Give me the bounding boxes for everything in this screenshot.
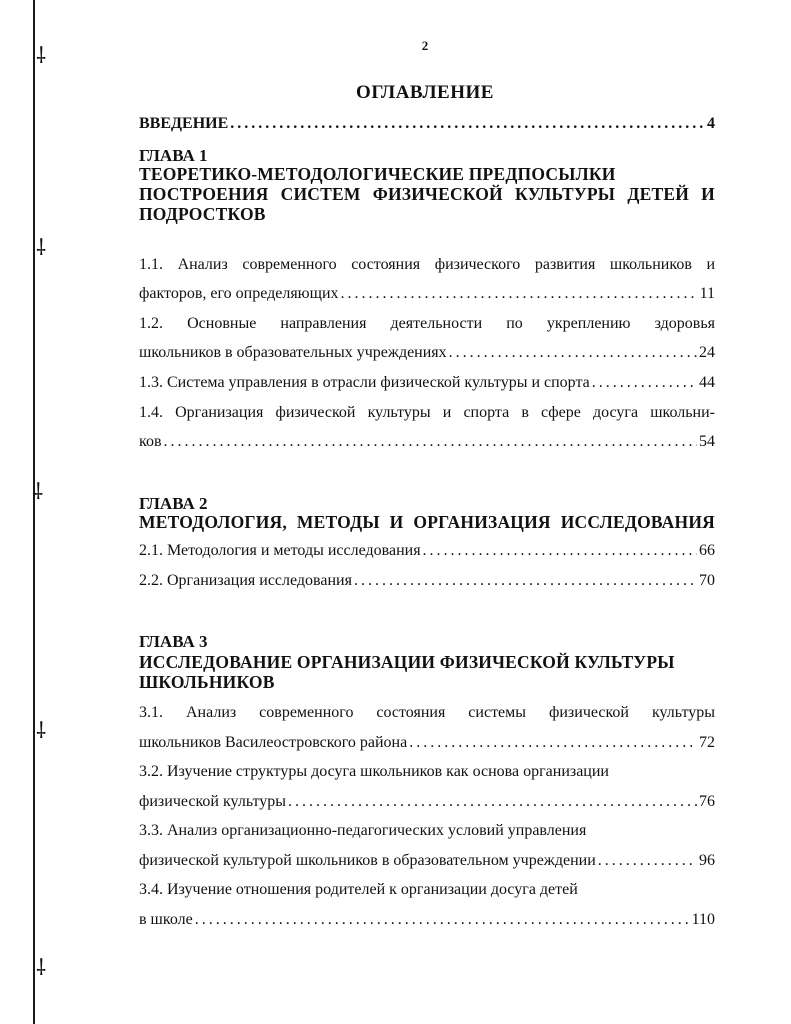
entry-label: школьников в образовательных учреждениях: [139, 344, 447, 361]
chapter-1-title-line: ПОДРОСТКОВ: [139, 204, 266, 224]
entry-page: 110: [691, 911, 715, 928]
toc-entry-1-1-cont[interactable]: [139, 284, 715, 304]
entry-page: 76: [699, 793, 715, 810]
toc-entry-3-4-cont[interactable]: [139, 910, 715, 930]
entry-page: 11: [699, 285, 715, 302]
toc-title: ОГЛАВЛЕНИЕ: [356, 82, 494, 103]
scan-artifact-mark: ⸸: [36, 44, 47, 69]
dot-leader: [592, 373, 697, 393]
entry-page: 72: [699, 734, 715, 751]
entry-page: 66: [699, 542, 715, 559]
toc-body: [139, 0, 715, 1024]
dot-leader: [341, 284, 698, 304]
dot-leader: [598, 851, 697, 871]
entry-label: школьников Василеостровского района: [139, 734, 408, 751]
toc-entry-2-2[interactable]: [139, 571, 715, 591]
chapter-3-title-line: ИССЛЕДОВАНИЕ ОРГАНИЗАЦИИ ФИЗИЧЕСКОЙ КУЛЬТУРЫ: [139, 652, 675, 672]
entry-label: 1.3. Система управления в отрасли физической культуры и спорта: [139, 374, 590, 391]
dot-leader: [354, 571, 697, 591]
toc-entry-3-1-cont[interactable]: [139, 733, 715, 753]
toc-entry-3-4[interactable]: 3.4. Изучение отношения родителей к организации досуга детей: [139, 881, 578, 898]
entry-label: факторов, его определяющих: [139, 285, 339, 302]
toc-entry-2-1[interactable]: [139, 541, 715, 561]
chapter-1-title-line: ПОСТРОЕНИЯ СИСТЕМ ФИЗИЧЕСКОЙ КУЛЬТУРЫ ДЕТЕЙ И: [139, 184, 715, 204]
chapter-1-label: ГЛАВА 1: [139, 146, 208, 165]
dot-leader: [195, 910, 690, 930]
toc-entry-1-3[interactable]: [139, 373, 715, 393]
entry-label: 2.1. Методология и методы исследования: [139, 542, 421, 559]
dot-leader: [164, 432, 697, 452]
entry-label: ков: [139, 433, 162, 450]
chapter-1-title-line: ТЕОРЕТИКО-МЕТОДОЛОГИЧЕСКИЕ ПРЕДПОСЫЛКИ: [139, 164, 616, 184]
chapter-3-label: ГЛАВА 3: [139, 632, 208, 651]
toc-entry-3-3[interactable]: 3.3. Анализ организационно-педагогических условий управления: [139, 822, 587, 839]
toc-entry-3-2-cont[interactable]: [139, 792, 715, 812]
toc-entry-1-1[interactable]: 1.1. Анализ современного состояния физического развития школьников и: [139, 256, 715, 273]
toc-entry-1-2-cont[interactable]: [139, 343, 715, 363]
chapter-2-label: ГЛАВА 2: [139, 494, 208, 513]
entry-page: 54: [699, 433, 715, 450]
toc-entry-1-4[interactable]: 1.4. Организация физической культуры и спорта в сфере досуга школьни-: [139, 404, 715, 421]
chapter-3-title-line: ШКОЛЬНИКОВ: [139, 672, 275, 692]
chapter-2-title-line: МЕТОДОЛОГИЯ, МЕТОДЫ И ОРГАНИЗАЦИЯ ИССЛЕДОВАНИЯ: [139, 512, 715, 532]
scan-artifact-mark: ⸸: [36, 236, 47, 261]
entry-page: 70: [699, 572, 715, 589]
entry-label: физической культуры: [139, 793, 287, 810]
dot-leader: [288, 792, 697, 812]
entry-page: 44: [699, 374, 715, 391]
scan-artifact-mark: ⸸: [33, 480, 44, 505]
entry-label: физической культурой школьников в образовательном учреждении: [139, 852, 596, 869]
entry-label: ВВЕДЕНИЕ: [139, 115, 229, 132]
toc-entry-3-2[interactable]: 3.2. Изучение структуры досуга школьников как основа организации: [139, 763, 609, 780]
toc-entry-3-3-cont[interactable]: [139, 851, 715, 871]
toc-entry-1-2[interactable]: 1.2. Основные направления деятельности по укреплению здоровья: [139, 315, 715, 332]
dot-leader: [423, 541, 697, 561]
scan-artifact-mark: ⸸: [36, 719, 47, 744]
entry-page: 4: [707, 115, 715, 132]
dot-leader: [409, 733, 697, 753]
dot-leader: [230, 114, 705, 134]
page-number: 2: [421, 38, 429, 53]
scan-margin-line: [33, 0, 35, 1024]
entry-page: 96: [699, 852, 715, 869]
entry-page: 24: [699, 344, 715, 361]
entry-label: 2.2. Организация исследования: [139, 572, 352, 589]
entry-label: в школе: [139, 911, 193, 928]
toc-entry-intro[interactable]: [139, 114, 715, 134]
dot-leader: [449, 343, 697, 363]
toc-entry-1-4-cont[interactable]: [139, 432, 715, 452]
toc-entry-3-1[interactable]: 3.1. Анализ современного состояния системы физической культуры: [139, 704, 715, 721]
scan-artifact-mark: ⸸: [36, 956, 47, 981]
